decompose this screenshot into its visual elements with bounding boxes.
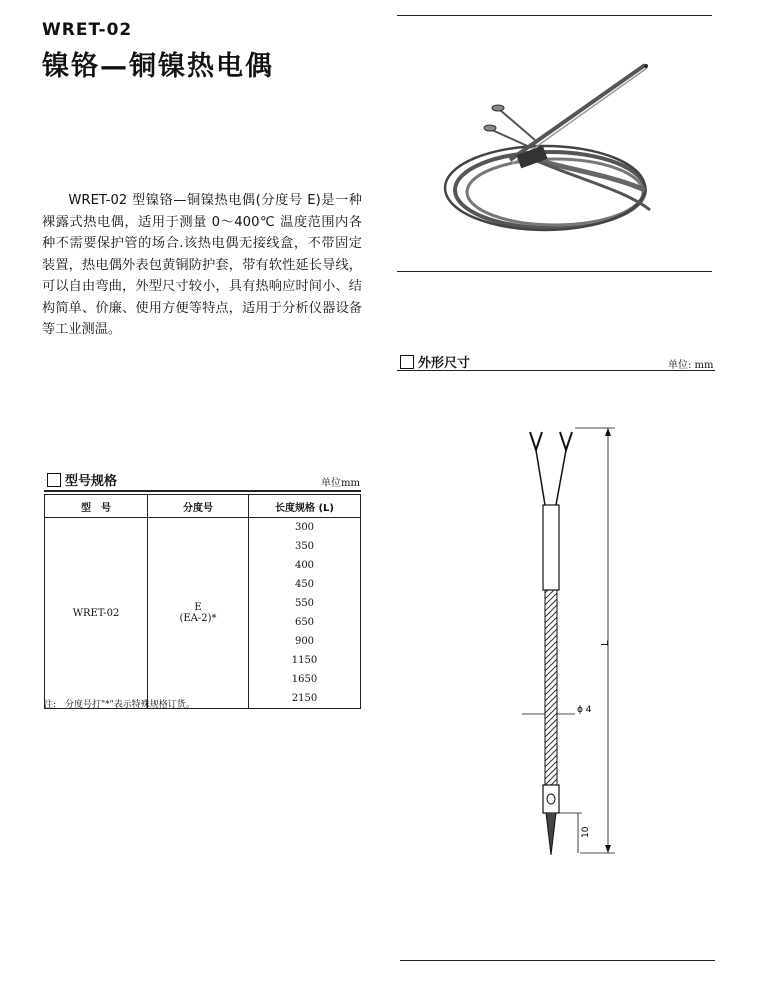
dimensions-rule [397, 370, 715, 371]
length-label: L [600, 640, 611, 646]
header-graduation: 分度号 [148, 495, 249, 518]
length-cell: 300 [249, 518, 361, 538]
length-cell: 2150 [249, 689, 361, 709]
length-cell: 900 [249, 632, 361, 651]
spec-title: 型号规格 [65, 474, 118, 489]
header-model: 型 号 [45, 495, 148, 518]
length-cell: 350 [249, 537, 361, 556]
checkbox-square-icon [47, 473, 61, 487]
thermocouple-photo [440, 40, 690, 250]
table-footnote: 注: 分度号打"*"表示特殊规格订货。 [44, 700, 195, 710]
table-header-row [45, 495, 361, 518]
table-row [45, 518, 361, 538]
graduation-cell [148, 518, 249, 709]
length-cell: 450 [249, 575, 361, 594]
length-cell: 650 [249, 613, 361, 632]
page-title: 镍铬—铜镍热电偶 [42, 51, 274, 82]
bottom-rule [400, 960, 715, 961]
header-length: 长度规格 (L) [249, 495, 361, 518]
tip-length-label: 10 [581, 826, 591, 838]
spec-table [44, 494, 361, 709]
dimensions-heading [400, 352, 470, 371]
spec-rule [44, 490, 361, 492]
length-cell: 400 [249, 556, 361, 575]
product-description: WRET-02 型镍铬—铜镍热电偶(分度号 E)是一种裸露式热电偶，适用于测量 0～400℃ 温度范围内各种不需要保护管的场合.该热电偶无接线盒，不带固定装置，热电偶外表包黄铜防护套，带有软性延长导线，可以自由弯曲，外型尺寸较小，具有热响应时间小、结构简单、价廉、使用方便等特点，适用于分析仪器设备等工业测温。 [42, 193, 362, 337]
length-cell: 1650 [249, 670, 361, 689]
checkbox-square-icon [400, 355, 414, 369]
dimensions-unit: 单位: mm [668, 360, 714, 371]
photo-bottom-rule [397, 271, 712, 272]
dimensions-title: 外形尺寸 [418, 356, 471, 371]
spec-heading [47, 470, 117, 489]
graduation-alt: (EA-2)* [179, 613, 217, 624]
top-rule [397, 15, 712, 16]
length-cell: 550 [249, 594, 361, 613]
model-cell: WRET-02 [45, 518, 148, 709]
dimension-drawing [500, 410, 640, 860]
diameter-label: ϕ 4 [577, 705, 592, 715]
model-code: WRET-02 [42, 20, 133, 40]
spec-unit: 单位mm [321, 478, 360, 489]
graduation-code: E [194, 602, 202, 613]
length-cell: 1150 [249, 651, 361, 670]
